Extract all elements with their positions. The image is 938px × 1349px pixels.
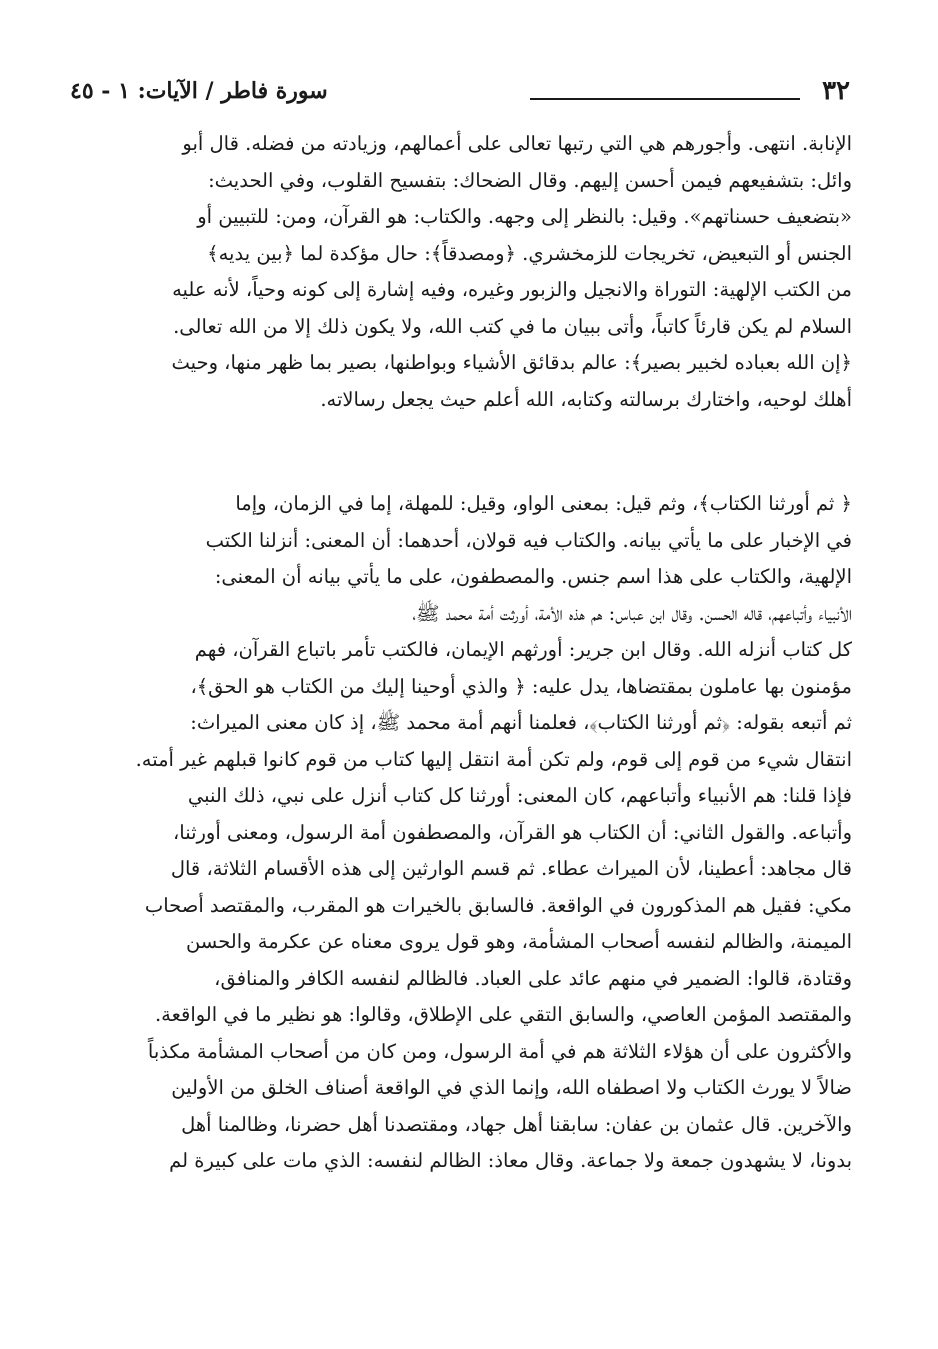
text-line: ضالاً لا يورث الكتاب ولا اصطفاه الله، وإنما الذي في الواقعة أصناف الخلق من الأولين xyxy=(171,1076,852,1099)
header-rule xyxy=(530,98,800,100)
text-line: السلام لم يكن قارئاً كاتباً، وأتى ببيان ما في كتب الله، ولا يكون ذلك إلا من الله تعالى. xyxy=(173,314,852,338)
text-line: ثم أتبعه بقوله: ﴿ثم أورثنا الكتاب﴾، فعلمنا أنهم أمة محمد ﷺ، إذ كان معنى الميراث: xyxy=(190,711,852,734)
text-line: كل كتاب أنزله الله. وقال ابن جرير: أورثهم الإيمان، فالكتب تأمر باتباع القرآن، فهم xyxy=(194,638,852,661)
paragraph-1 xyxy=(68,126,852,418)
text-line: في الإخبار على ما يأتي بيانه. والكتاب فيه قولان، أحدهما: أن المعنى: أنزلنا الكتب xyxy=(205,528,852,552)
text-line: بدونا، لا يشهدون جمعة ولا جماعة. وقال معاذ: الظالم لنفسه: الذي مات على كبيرة لم xyxy=(169,1149,852,1172)
running-title: سورة فاطر / الآيات: ١ - ٤٥ xyxy=(70,78,328,104)
page-header xyxy=(70,74,850,114)
text-line: ﴿ ثم أورثنا الكتاب﴾، وثم قيل: بمعنى الواو، وقيل: للمهلة، إما في الزمان، وإما xyxy=(235,492,852,515)
text-line: مؤمنون بها عاملون بمقتضاها، يدل عليه: ﴿ والذي أوحينا إليك من الكتاب هو الحق﴾، xyxy=(190,674,852,698)
text-line: فإذا قلنا: هم الأنبياء وأتباعهم، كان المعنى: أورثنا كل كتاب أنزل على نبي، ذلك النبي xyxy=(187,784,852,807)
text-line: وقتادة، قالوا: الضمير في منهم عائد على العباد. فالظالم لنفسه الكافر والمنافق، xyxy=(214,966,852,990)
text-line: قال مجاهد: أعطينا، لأن الميراث عطاء. ثم قسم الوارثين إلى هذه الأقسام الثلاثة، قال xyxy=(170,857,852,880)
text-line: والأكثرون على أن هؤلاء الثلاثة هم في أمة الرسول، ومن كان من أصحاب المشأمة مكذباً xyxy=(147,1039,852,1063)
text-line: الأنبياء وأتباعهم، قاله الحسن. وقال ابن عباس: هم هذه الأمة، أورثت أمة محمد ﷺ، xyxy=(412,601,852,625)
text-line: «بتضعيف حسناتهم». وقيل: بالنظر إلى وجهه. والكتاب: هو القرآن، ومن: للتبيين أو xyxy=(197,205,852,228)
text-line: وائل: بتشفيعهم فيمن أحسن إليهم. وقال الضحاك: بتفسيح القلوب، وفي الحديث: xyxy=(208,168,852,192)
text-line: الإنابة. انتهى. وأجورهم هي التي رتبها تعالى على أعمالهم، وزيادته من فضله. قال أبو xyxy=(182,132,852,155)
text-line: والمقتصد المؤمن العاصي، والسابق التقي على الإطلاق، وقالوا: هو نظير ما في الواقعة. xyxy=(154,1003,852,1026)
text-line: ﴿إن الله بعباده لخبير بصير﴾: عالم بدقائق الأشياء وبواطنها، بصير بما ظهر منها، وحيث xyxy=(171,351,852,374)
text-line: والآخرين. قال عثمان بن عفان: سابقنا أهل جهاد، ومقتصدنا أهل حضرنا، وظالمنا أهل xyxy=(181,1112,852,1136)
text-line: من الكتب الإلهية: التوراة والانجيل والزبور وغيره، وفيه إشارة إلى كونه وحياً، لأنه عليه xyxy=(172,278,852,301)
page-number: ٣٢ xyxy=(822,76,850,106)
text-line: الميمنة، والظالم لنفسه أصحاب المشأمة، وهو قول يروى معناه عن عكرمة والحسن xyxy=(185,930,852,953)
text-line: الجنس أو التبعيض، تخريجات للزمخشري. ﴿ومصدقاً﴾: حال مؤكدة لما ﴿بين يديه﴾ xyxy=(207,241,852,265)
text-line: وأتباعه. والقول الثاني: أن الكتاب هو القرآن، والمصطفون أمة الرسول، ومعنى أورثنا، xyxy=(172,820,852,844)
text-line: أهلك لوحيه، واختارك برسالته وكتابه، الله أعلم حيث يجعل رسالاته. xyxy=(320,387,852,411)
text-line: الإلهية، والكتاب على هذا اسم جنس. والمصطفون، على ما يأتي بيانه أن المعنى: xyxy=(214,565,852,588)
text-line: انتقال شيء من قوم إلى قوم، ولم تكن أمة انتقل إليها كتاب من قوم كانوا قبلهم غير أمته. xyxy=(135,747,852,771)
text-line: مكي: فقيل هم المذكورون في الواقعة. فالسابق بالخيرات هو المقرب، والمقتصد أصحاب xyxy=(144,893,852,917)
paragraph-2 xyxy=(68,486,852,1180)
